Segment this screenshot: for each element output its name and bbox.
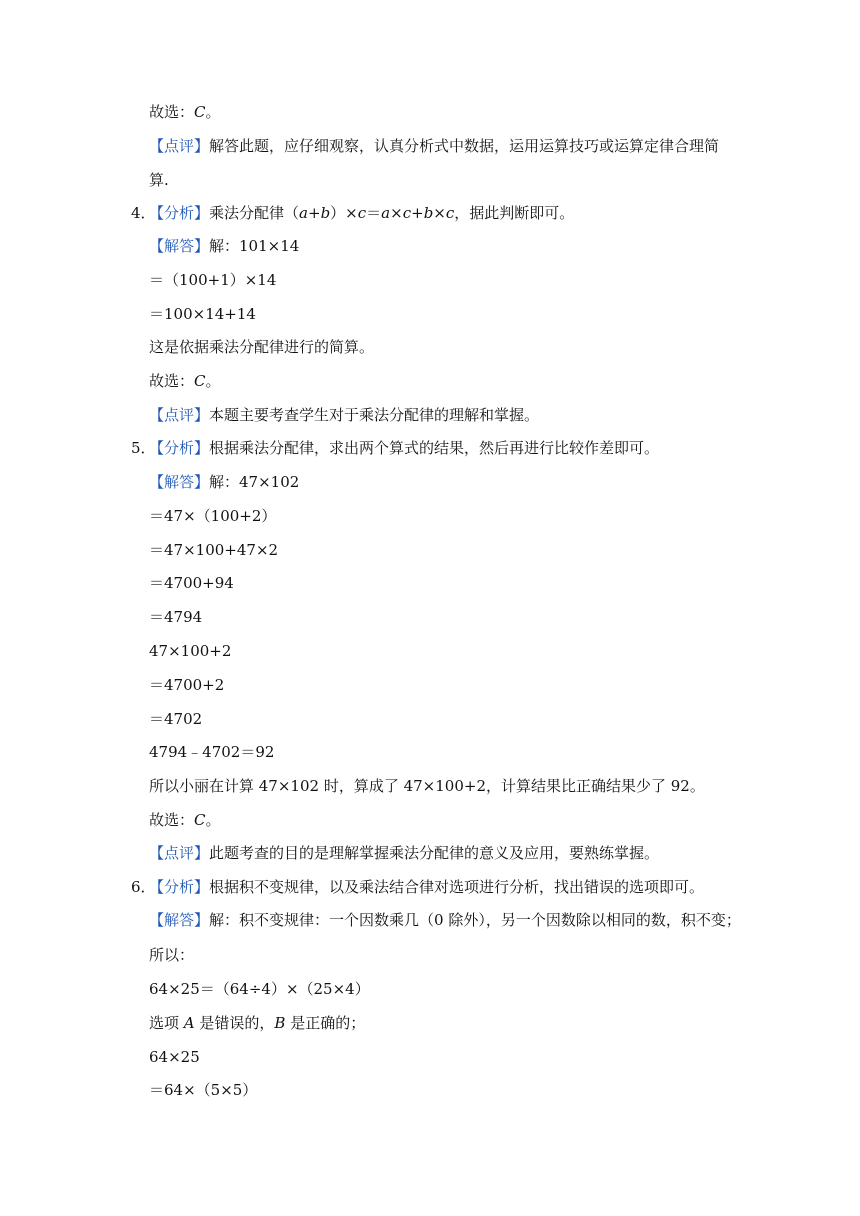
text-line [149,405,539,425]
text-segment: + [411,204,424,222]
text-line [149,573,234,593]
solution-tag: 【解答】 [149,237,210,255]
analysis-tag: 【分析】 [149,878,210,896]
text-segment: 故选： [149,103,195,121]
math-variable: c [445,204,455,222]
text-segment: 解答此题，应仔细观察，认真分析式中数据，运用运算技巧或运算定律合理简 [209,137,720,155]
text-segment: 解：101×14 [209,237,300,255]
text-line [149,438,659,458]
text-line [149,540,278,560]
text-segment: 解：积不变规律：一个因数乘几（0 除外），另一个因数除以相同的数，积不变； [209,911,741,929]
text-line [149,270,276,290]
text-line [149,371,221,391]
text-segment: 4794﹣4702＝92 [149,743,275,761]
text-segment: ＝64×（5×5） [149,1081,258,1099]
math-variable: a [299,204,308,222]
math-variable: b [423,204,434,222]
text-line [149,170,169,190]
text-line [149,1047,200,1067]
text-segment: 。 [205,811,221,829]
math-variable: c [357,204,367,222]
text-line [149,236,299,256]
text-segment: 64×25＝（64÷4）×（25×4） [149,980,370,998]
text-line [149,877,704,897]
text-segment: 解：47×102 [209,473,300,491]
text-segment: × [390,204,403,222]
text-line [149,506,276,526]
text-segment: ＝100×14+14 [149,305,256,323]
text-line [149,810,221,830]
text-segment: ，据此判断即可。 [454,204,575,222]
text-segment: 乘法分配律（ [209,204,300,222]
text-line [149,945,194,965]
text-line [149,607,202,627]
math-variable: b [320,204,331,222]
text-segment: ＝47×（100+2） [149,507,277,525]
text-line [149,203,574,223]
math-variable: C [194,103,206,121]
text-segment: ＝4794 [149,608,203,626]
text-segment: 所以小丽在计算 47×102 时，算成了 47×100+2，计算结果比正确结果少了 92。 [149,777,705,795]
text-segment: 。 [205,103,221,121]
text-segment: 64×25 [149,1048,200,1066]
text-segment: 根据积不变规律，以及乘法结合律对选项进行分析，找出错误的选项即可。 [209,878,705,896]
text-line [149,641,231,661]
text-segment: 故选： [149,372,195,390]
math-variable: B [274,1014,286,1032]
text-segment: 。 [205,372,221,390]
comment-tag: 【点评】 [149,844,210,862]
text-line [149,979,370,999]
question-number: 5． [131,439,156,457]
text-line [149,1013,365,1033]
math-variable: c [402,204,412,222]
text-line [149,709,202,729]
text-segment: 本题主要考查学生对于乘法分配律的理解和掌握。 [209,406,540,424]
text-segment: × [433,204,446,222]
text-segment: ＝ [366,204,382,222]
analysis-tag: 【分析】 [149,204,210,222]
analysis-tag: 【分析】 [149,439,210,457]
text-line [149,843,659,863]
text-segment: 是错误的， [194,1014,275,1032]
text-segment: 47×100+2 [149,642,232,660]
text-segment: 根据乘法分配律，求出两个算式的结果，然后再进行比较作差即可。 [209,439,660,457]
solution-tag: 【解答】 [149,473,210,491]
text-segment: 算. [149,171,169,189]
text-segment: ＝4702 [149,710,203,728]
text-line [149,472,299,492]
text-segment: 所以： [149,946,195,964]
text-segment: + [307,204,321,222]
text-segment: 选项 [149,1014,184,1032]
math-variable: C [194,372,206,390]
text-segment: ＝（100+1）×14 [149,271,277,289]
math-variable: A [183,1014,195,1032]
solution-tag: 【解答】 [149,911,210,929]
text-segment: ＝4700+94 [149,574,234,592]
comment-tag: 【点评】 [149,406,210,424]
question-number: 6． [131,878,156,896]
text-segment: 此题考查的目的是理解掌握乘法分配律的意义及应用，要熟练掌握。 [209,844,660,862]
text-line [149,742,274,762]
text-line [149,304,256,324]
text-line [149,1080,257,1100]
text-segment: 是正确的； [285,1014,366,1032]
text-line [149,337,374,357]
text-line [149,102,221,122]
text-line [149,136,719,156]
text-segment: 这是依据乘法分配律进行的简算。 [149,338,375,356]
text-segment: ＝47×100+47×2 [149,541,279,559]
text-segment: ＝4700+2 [149,676,225,694]
text-segment: 故选： [149,811,195,829]
question-number: 4． [131,204,156,222]
math-variable: a [381,204,391,222]
comment-tag: 【点评】 [149,137,210,155]
text-line [149,910,741,930]
math-variable: C [194,811,206,829]
text-line [149,675,224,695]
text-line [149,776,705,796]
text-segment: ）× [330,204,358,222]
